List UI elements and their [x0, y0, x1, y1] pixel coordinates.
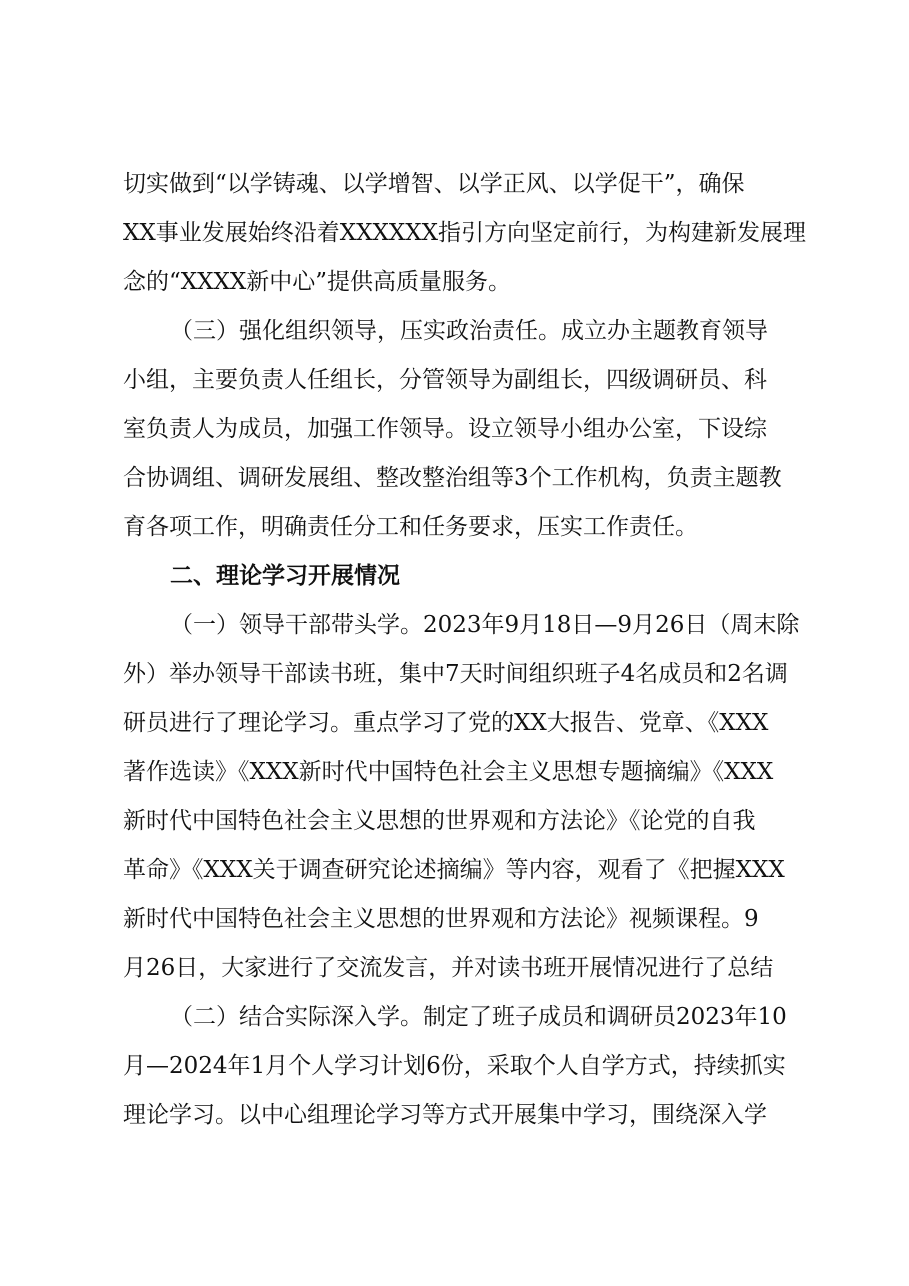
line-text: 念的“XXXX新中心”提供高质量服务。 [123, 269, 512, 295]
body-text-line [0, 948, 909, 988]
body-text-line [0, 850, 909, 890]
body-text-line [0, 507, 909, 547]
line-text: 小组，主要负责人任组长，分管领导为副组长，四级调研员、科 [123, 367, 767, 393]
line-text: 育各项工作，明确责任分工和任务要求，压实工作责任。 [123, 514, 698, 540]
line-text: （一）领导干部带头学。2023年9月18日—9月26日（周末除 [170, 612, 800, 638]
section-heading-text: 二、理论学习开展情况 [170, 563, 400, 589]
section-heading [0, 556, 909, 596]
line-text: 月—2024年1月个人学习计划6份，采取个人自学方式，持续抓实 [123, 1053, 786, 1079]
body-text-line [0, 458, 909, 498]
body-text-line [0, 213, 909, 253]
body-text-line [0, 311, 909, 351]
line-text: 月26日，大家进行了交流发言，并对读书班开展情况进行了总结 [123, 955, 774, 981]
body-text-line [0, 997, 909, 1037]
line-text: 室负责人为成员，加强工作领导。设立领导小组办公室，下设综 [123, 416, 767, 442]
body-text-line [0, 164, 909, 204]
body-text-line [0, 1046, 909, 1086]
body-text-line [0, 360, 909, 400]
line-text: 外）举办领导干部读书班，集中7天时间组织班子4名成员和2名调 [123, 661, 788, 687]
body-text-line [0, 409, 909, 449]
line-text: 革命》《XXX关于调查研究论述摘编》等内容，观看了《把握XXX [123, 857, 785, 883]
body-text-line [0, 703, 909, 743]
line-text: （三）强化组织领导，压实政治责任。成立办主题教育领导 [170, 318, 768, 344]
line-text: 新时代中国特色社会主义思想的世界观和方法论》《论党的自我 [123, 808, 756, 834]
line-text: 著作选读》《XXX新时代中国特色社会主义思想专题摘编》《XXX [123, 759, 774, 785]
line-text: （二）结合实际深入学。制定了班子成员和调研员2023年10 [170, 1004, 787, 1030]
line-text: 研员进行了理论学习。重点学习了党的XX大报告、党章、《XXX [123, 710, 769, 736]
line-text: XX事业发展始终沿着XXXXXX指引方向坚定前行，为构建新发展理 [123, 220, 806, 246]
body-text-line [0, 654, 909, 694]
line-text: 新时代中国特色社会主义思想的世界观和方法论》视频课程。9 [123, 906, 759, 932]
body-text-line [0, 899, 909, 939]
line-text: 合协调组、调研发展组、整改整治组等3个工作机构，负责主题教 [123, 465, 782, 491]
body-text-line [0, 605, 909, 645]
body-text-line [0, 752, 909, 792]
body-text-line [0, 262, 909, 302]
body-text-line [0, 1095, 909, 1135]
body-text-line [0, 801, 909, 841]
line-text: 切实做到“以学铸魂、以学增智、以学正风、以学促干”，确保 [123, 171, 745, 197]
line-text: 理论学习。以中心组理论学习等方式开展集中学习，围绕深入学 [123, 1102, 767, 1128]
